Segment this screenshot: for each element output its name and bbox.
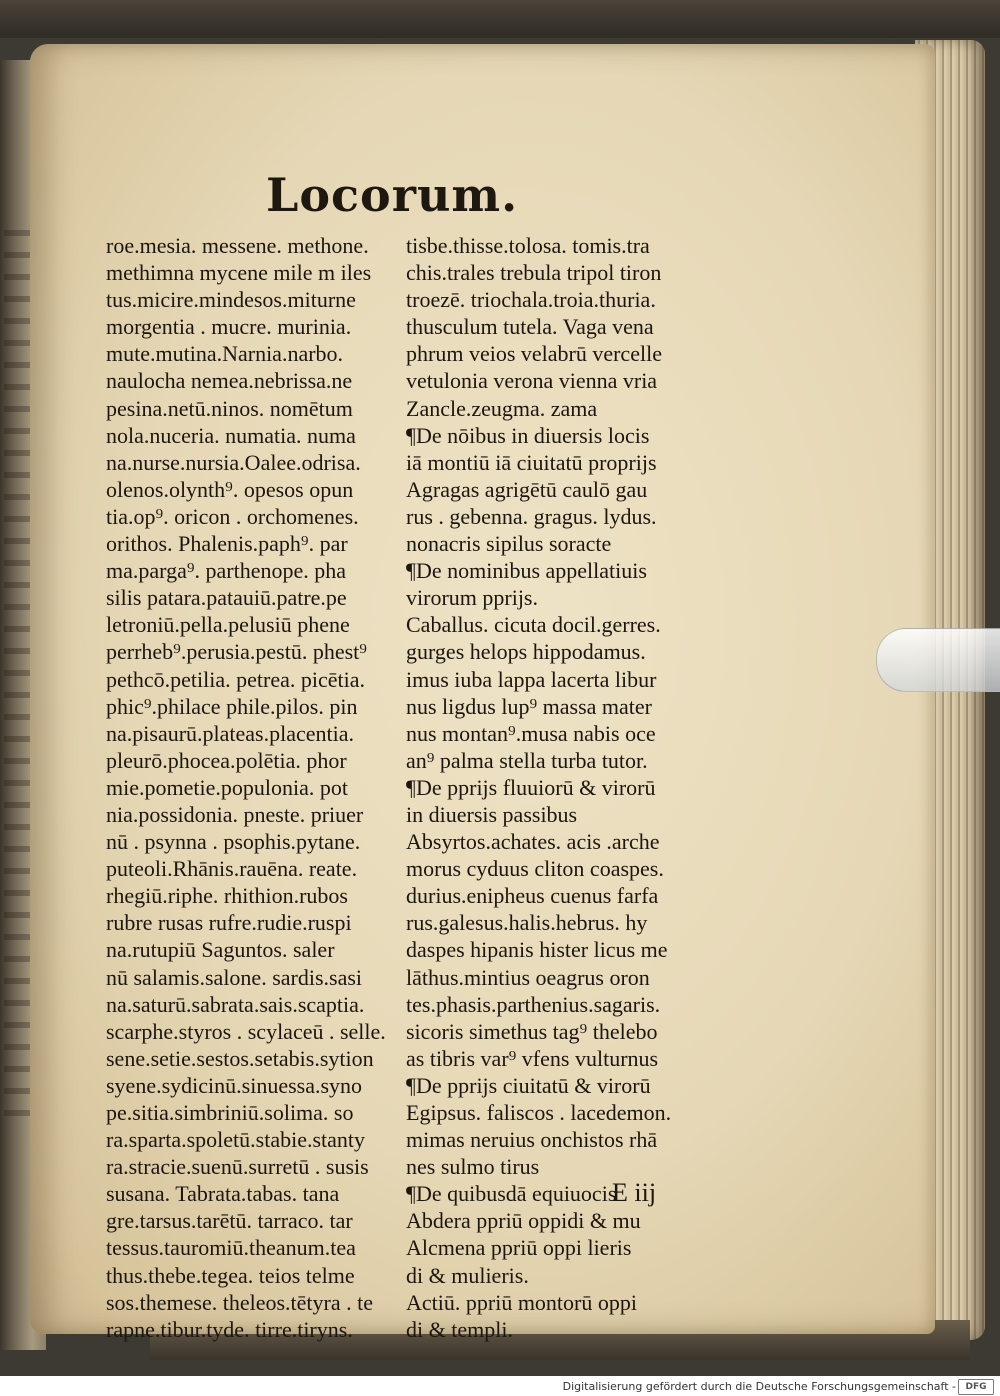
text-line: rus.galesus.halis.hebrus. hy [406,910,648,936]
text-line: orithos. Phalenis.paph⁹. par [106,531,348,557]
text-line: nū . psynna . psophis.pytane. [106,829,361,855]
text-line: ¶De nominibus appellatiuis [406,558,647,584]
footer-bar [0,1376,1000,1396]
text-line: Egipsus. faliscos . lacedemon. [406,1100,672,1125]
text-line: phic⁹.philace phile.pilos. pin [106,693,358,719]
text-line: virorum pprijs. [406,585,538,611]
text-line: tia.op⁹. oricon . orchomenes. [106,503,359,529]
text-line: daspes hipanis hister licus me [406,937,668,963]
text-line: morus cyduus cliton coaspes. [406,856,664,882]
text-line: nes sulmo tirus [406,1154,540,1180]
text-line: as tibris var⁹ vfens vulturnus [406,1045,659,1071]
plastic-page-clip [876,628,1000,692]
text-line: in diuersis passibus [406,801,578,827]
text-line: Absyrtos.achates. acis .arche [406,829,660,855]
footer-credit: Digitalisierung gefördert durch die Deutsche Forschungsgemeinschaft - [562,1380,956,1393]
text-line: troezē. triochala.troia.thuria. [406,287,656,313]
text-line: ¶De pprijs fluuiorū & virorū [406,774,656,800]
text-line: roe.mesia. messene. methone. [106,233,369,258]
text-line: Agragas agrigētū caulō gau [406,476,648,502]
right-text-column [406,232,696,1343]
text-line: Caballus. cicuta docil.gerres. [406,612,661,638]
signature-mark: E iij [612,1178,657,1207]
text-line: na.rutupiū Saguntos. saler [106,937,335,963]
text-line: tus.micire.mindesos.miturne [106,287,356,313]
text-line: ¶De pprijs ciuitatū & virorū [406,1072,651,1098]
text-line: methimna mycene mile m iles [106,260,372,286]
text-line: scarphe.styros . scylaceū . selle. [106,1018,386,1044]
text-line: na.nurse.nursia.Oalee.odrisa. [106,449,361,475]
text-line: Zancle.zeugma. zama [406,395,598,421]
text-line: perrheb⁹.perusia.pestū. phest⁹ [106,639,367,665]
text-line: sicoris simethus tag⁹ thelebo [406,1018,658,1044]
text-line: sos.themese. theleos.tētyra . te [106,1289,373,1315]
text-line: lāthus.mintius oeagrus oron [406,964,650,990]
text-line: syene.sydicinū.sinuessa.syno [106,1072,363,1098]
text-line: rubre rusas rufre.rudie.ruspi [106,910,352,936]
text-line: imus iuba lappa lacerta libur [406,666,657,692]
text-line: puteoli.Rhānis.rauēna. reate. [106,856,358,882]
text-line: naulocha nemea.nebrissa.ne [106,368,353,394]
text-line: pleurō.phocea.polētia. phor [106,747,347,773]
text-line: nonacris sipilus soracte [406,531,612,557]
text-line: rhegiū.riphe. rhithion.rubos [106,883,348,909]
text-line: ra.sparta.spoletū.stabie.stanty [106,1127,366,1153]
text-line: phrum veios velabrū vercelle [406,341,662,367]
text-line: ¶De quibusdā equiuocis [406,1181,617,1207]
text-line: ma.parga⁹. parthenope. pha [106,558,347,584]
text-line: morgentia . mucre. murinia. [106,314,352,340]
text-line: olenos.olynth⁹. opesos opun [106,476,354,502]
text-line: vetulonia verona vienna vria [406,368,658,394]
text-line: rapne.tibur.tyde. tirre.tiryns. [106,1316,353,1342]
text-line: Alcmena ppriū oppi lieris [406,1235,632,1261]
text-line: thus.thebe.tegea. teios telme [106,1262,355,1288]
text-line: mute.mutina.Narnia.narbo. [106,341,344,367]
text-line: tessus.tauromiū.theanum.tea [106,1235,356,1261]
text-line: tisbe.thisse.tolosa. tomis.tra [406,233,650,258]
text-line: durius.enipheus cuenus farfa [406,883,659,909]
text-line: di & templi. [406,1316,513,1342]
text-line: mie.pometie.populonia. pot [106,774,348,800]
text-line: na.saturū.sabrata.sais.scaptia. [106,991,365,1017]
text-line: tes.phasis.parthenius.sagaris. [406,991,661,1017]
text-line: na.pisaurū.plateas.placentia. [106,720,355,746]
page-heading: Locorum. [266,168,519,222]
text-line: mimas neruius onchistos rhā [406,1127,658,1153]
text-line: pe.sitia.simbriniū.solima. so [106,1100,354,1125]
text-line: Actiū. ppriū montorū oppi [406,1289,637,1315]
text-line: pesina.netū.ninos. nomētum [106,395,353,421]
text-line: nus montan⁹.musa nabis oce [406,720,656,746]
text-line: gurges helops hippodamus. [406,639,646,665]
text-line: gre.tarsus.tarētū. tarraco. tar [106,1208,353,1234]
text-line: Abdera ppriū oppidi & mu [406,1208,641,1234]
text-line: ¶De nōibus in diuersis locis [406,422,650,448]
text-line: sene.setie.sestos.setabis.sytion [106,1045,374,1071]
text-line: nū salamis.salone. sardis.sasi [106,964,363,990]
left-text-column [106,232,396,1343]
text-line: susana. Tabrata.tabas. tana [106,1181,340,1207]
text-line: an⁹ palma stella turba tutor. [406,747,648,773]
text-line: chis.trales trebula tripol tiron [406,260,662,286]
book-cover-top [0,0,1000,38]
text-line: thusculum tutela. Vaga vena [406,314,654,340]
text-line: rus . gebenna. gragus. lydus. [406,503,657,529]
text-line: pethcō.petilia. petrea. picētia. [106,666,365,692]
dfg-logo-icon: DFG [958,1379,994,1395]
text-line: silis patara.patauiū.patre.pe [106,585,347,611]
text-line: nia.possidonia. pneste. priuer [106,801,364,827]
text-line: iā montiū iā ciuitatū proprijs [406,449,657,475]
text-line: ra.stracie.suenū.surretū . susis [106,1154,369,1180]
text-line: nus ligdus lup⁹ massa mater [406,693,652,719]
text-line: nola.nuceria. numatia. numa [106,422,356,448]
text-line: di & mulieris. [406,1262,529,1288]
text-line: letroniū.pella.pelusiū phene [106,612,350,638]
